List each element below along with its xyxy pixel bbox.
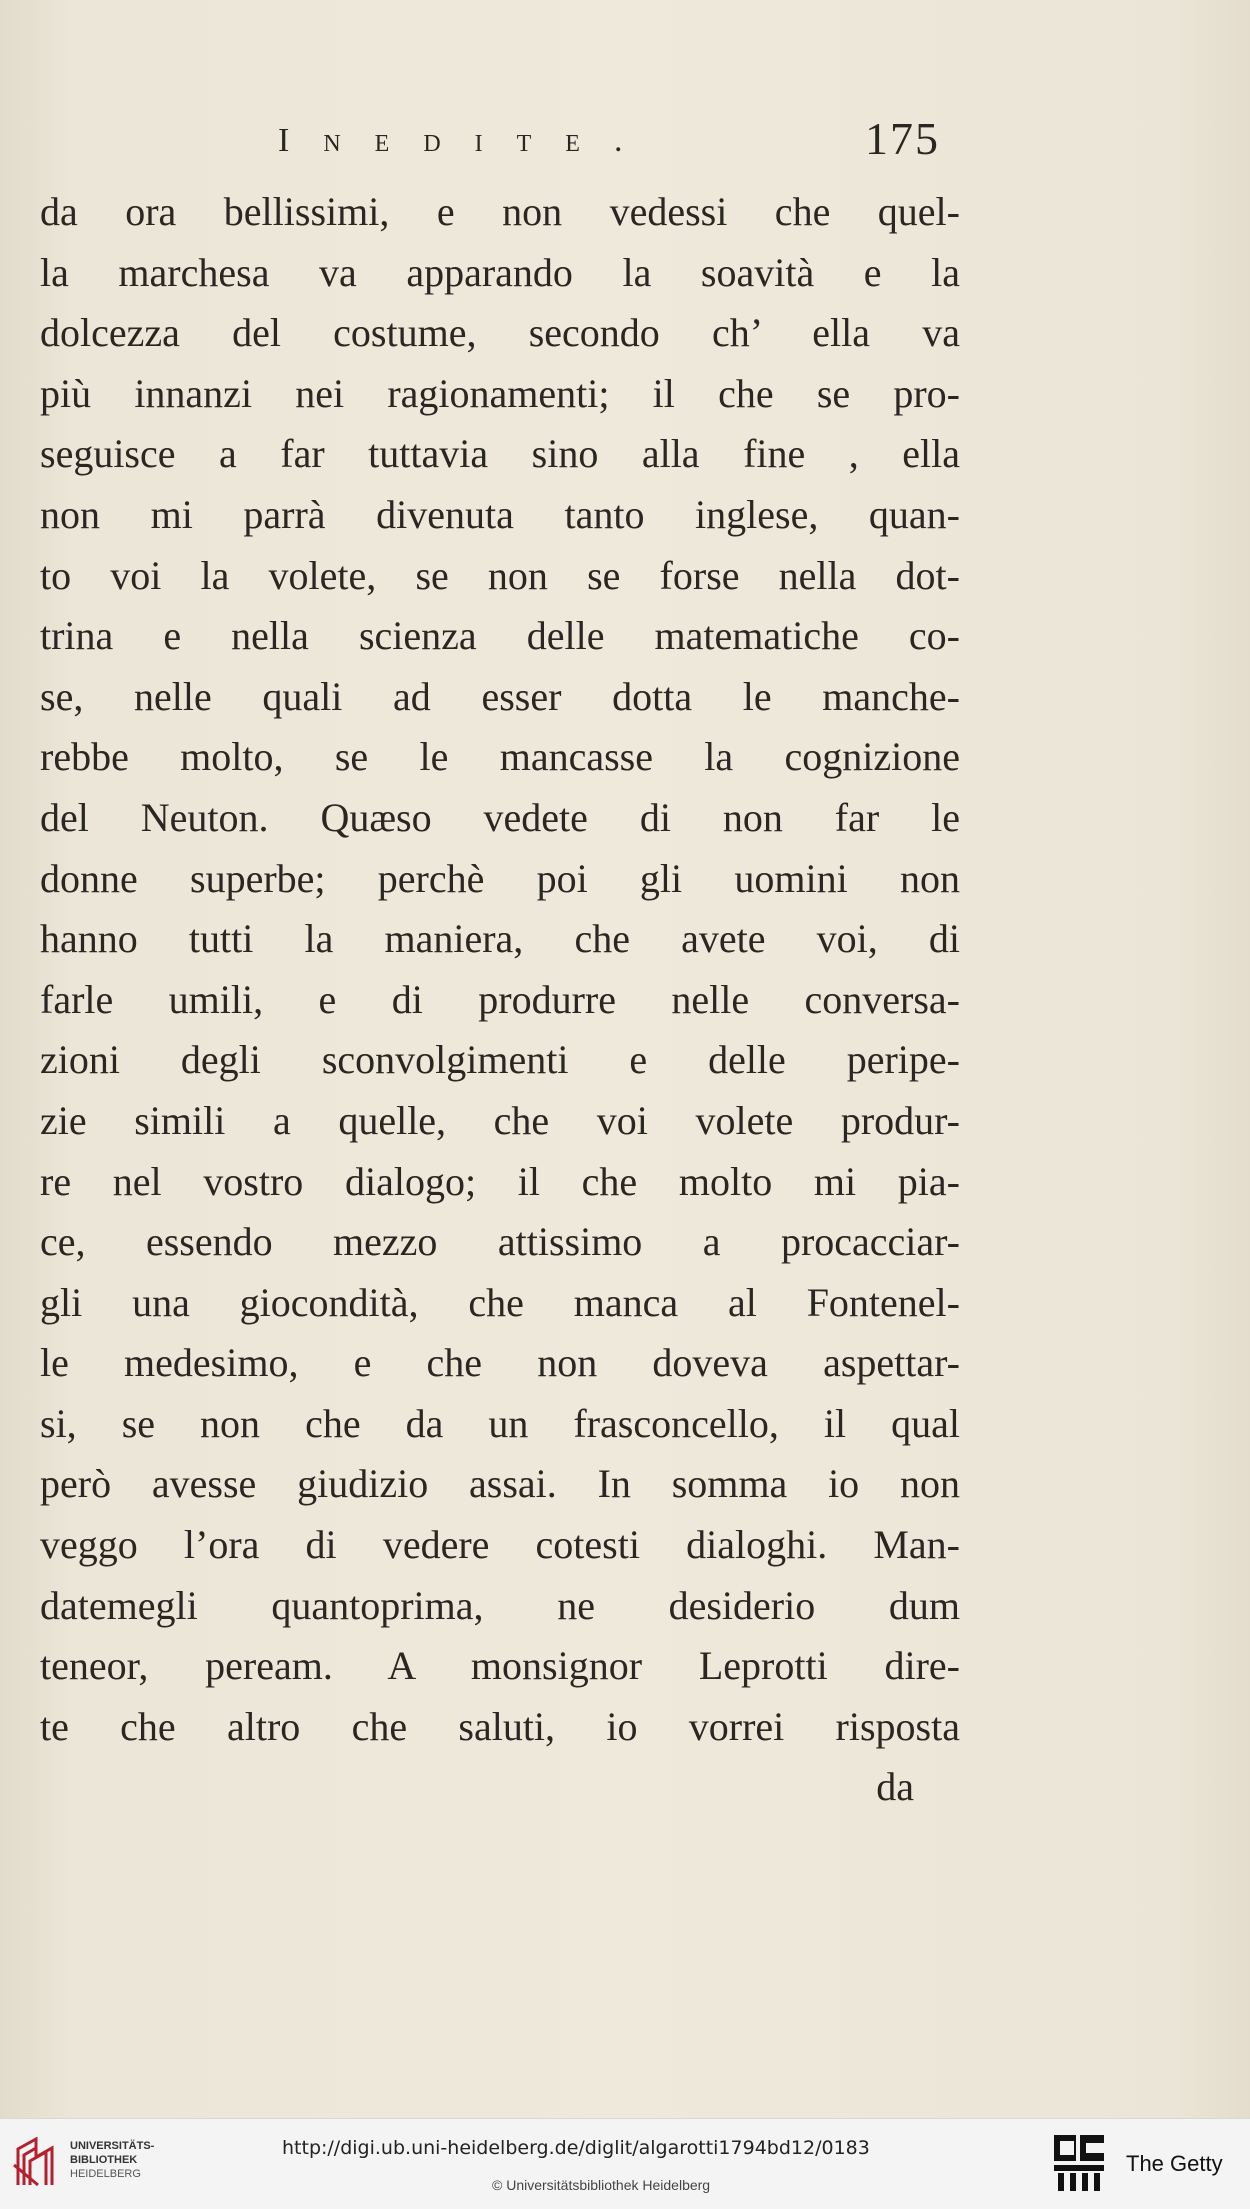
text-line: da ora bellissimi, e non vedessi che quel- xyxy=(40,189,960,234)
page-number: 175 xyxy=(865,113,940,164)
text-line: zie simili a quelle, che voi volete produr- xyxy=(40,1097,960,1143)
copyright-notice: © Universitätsbibliothek Heidelberg xyxy=(492,2177,711,2193)
ub-heidelberg-logo[interactable] xyxy=(12,2133,162,2195)
body-text xyxy=(40,182,960,1818)
text-line: donne superbe; perchè poi gli uomini non xyxy=(40,855,960,901)
viewer-footer xyxy=(0,2118,1250,2209)
running-head xyxy=(0,112,1250,172)
text-line: se, nelle quali ad esser dotta le manche- xyxy=(40,673,960,719)
text-line: hanno tutti la maniera, che avete voi, di xyxy=(40,916,960,962)
text-line: veggo l’ora di vedere cotesti dialoghi. Man- xyxy=(40,1522,960,1568)
text-line: del Neuton. Quæso vedete di non far le xyxy=(40,794,960,840)
text-line: si, se non che da un frasconcello, il qual xyxy=(40,1400,960,1446)
text-line: però avesse giudizio assai. In somma io non xyxy=(40,1461,960,1507)
text-line: teneor, peream. A monsignor Leprotti dire- xyxy=(40,1643,960,1689)
text-line: la marchesa va apparando la soavità e la xyxy=(40,249,960,295)
permalink-url[interactable]: http://digi.ub.uni-heidelberg.de/diglit/algarotti1794bd12/0183 xyxy=(282,2137,870,2159)
text-line: trina e nella scienza delle matematiche co- xyxy=(40,613,960,659)
text-line: le medesimo, e che non doveva aspettar- xyxy=(40,1340,960,1386)
text-line: to voi la volete, se non se forse nella dot- xyxy=(40,552,960,598)
text-line: te che altro che saluti, io vorrei risposta xyxy=(40,1703,960,1749)
ub-heidelberg-logo-icon xyxy=(12,2135,60,2191)
library-name xyxy=(70,2139,154,2181)
text-line: seguisce a far tuttavia sino alla fine , ella xyxy=(40,431,960,477)
library-name-line: UNIVERSITÄTS- xyxy=(70,2140,155,2152)
text-line: datemegli quantoprima, ne desiderio dum xyxy=(40,1582,960,1628)
text-line: farle umili, e di produrre nelle conversa- xyxy=(40,976,960,1022)
text-line: più innanzi nei ragionamenti; il che se pro- xyxy=(40,370,960,416)
text-line: rebbe molto, se le mancasse la cognizione xyxy=(40,734,960,780)
text-line: dolcezza del costume, secondo ch’ ella va xyxy=(40,310,960,356)
text-line: gli una giocondità, che manca al Fontenel- xyxy=(40,1279,960,1325)
library-name-line: HEIDELBERG xyxy=(70,2168,141,2180)
text-line: re nel vostro dialogo; il che molto mi pia- xyxy=(40,1158,960,1204)
text-line: zioni degli sconvolgimenti e delle peripe- xyxy=(40,1037,960,1083)
getty-logo[interactable] xyxy=(1050,2131,1240,2195)
getty-logo-icon xyxy=(1052,2133,1106,2193)
partner-name: The Getty xyxy=(1126,2151,1223,2176)
running-title: Inedite. xyxy=(278,122,657,159)
catchword: da xyxy=(876,1764,914,1810)
text-line: ce, essendo mezzo attissimo a procacciar- xyxy=(40,1219,960,1265)
text-line: non mi parrà divenuta tanto inglese, quan- xyxy=(40,491,960,537)
library-name-line: BIBLIOTHEK xyxy=(70,2154,138,2166)
